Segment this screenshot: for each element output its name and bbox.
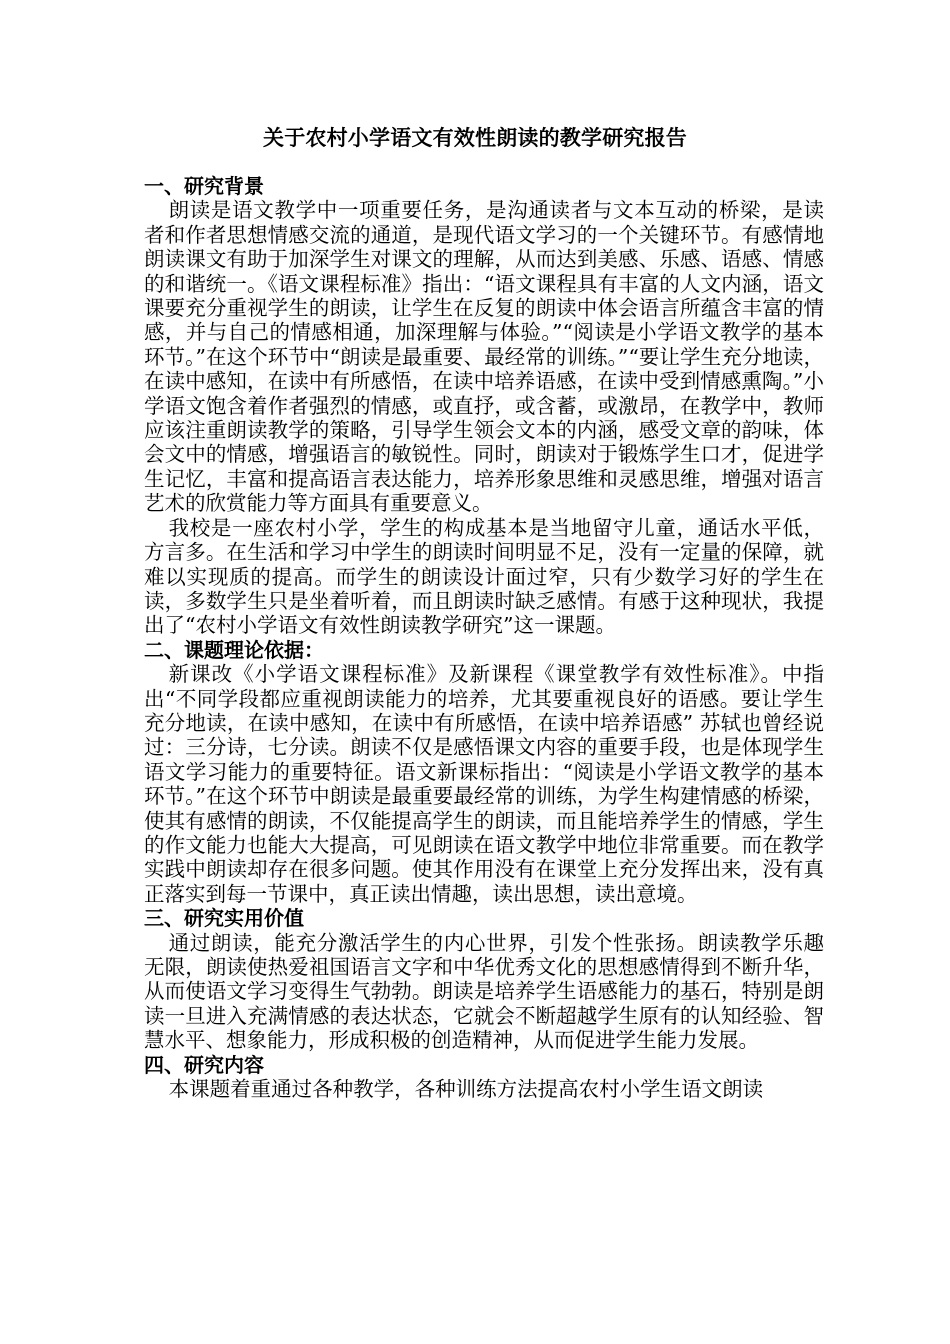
section-heading: 一、研究背景 <box>144 174 264 198</box>
section-research-content <box>144 1053 824 1102</box>
body-paragraph: 本课题着重通过各种教学，各种训练方法提高农村小学生语文朗读 <box>168 1077 764 1102</box>
body-paragraph: 我校是一座农村小学，学生的构成基本是当地留守儿童，通话水平低，方言多。在生活和学习中学生的朗读时间明显不足，没有一定量的保障，就难以实现质的提高。而学生的朗读设计面过窄，只有少数学习好的学生在读，多数学生只是坐着听着，而且朗读时缺乏感情。有感于这种现状，我提出了“农村小学语文有效性朗读教学研究”这一课题。 <box>144 515 824 638</box>
document-body <box>144 174 824 1101</box>
section-heading: 二、课题理论依据： <box>144 637 324 662</box>
body-paragraph: 新课改《小学语文课程标准》及新课程《课堂教学有效性标准》。中指出“不同学段都应重视朗读能力的培养，尤其要重视良好的语感。要让学生充分地读，在读中感知，在读中有所感悟，在读中培养语感” 苏轼也曾经说过：三分诗，七分读。朗读不仅是感悟课文内容的重要手段，也是体现学生语文学习能力的重要特征。语文新课标指出：“阅读是小学语文教学的基本环节。”在这个环节中朗读是最重要最经常的训练，为学生构建情感的桥梁，使其有感情的朗读，不仅能提高学生的朗读，而且能培养学生的情感，学生的作文能力也能大大提高，可见朗读在语文教学中地位非常重要。而在教学实践中朗读却存在很多问题。使其作用没有在课堂上充分发挥出来，没有真正落实到每一节课中，真正读出情趣，读出思想，读出意境。 <box>144 662 824 906</box>
body-paragraph: 朗读是语文教学中一项重要任务，是沟通读者与文本互动的桥梁，是读者和作者思想情感交流的通道，是现代语文学习的一个关键环节。有感情地朗读课文有助于加深学生对课文的理解，从而达到美感、乐感、语感、情感的和谐统一。《语文课程标准》指出：“语文课程具有丰富的人文内涵，语文课要充分重视学生的朗读，让学生在反复的朗读中体会语言所蕴含丰富的情感，并与自己的情感相通，加深理解与体验。”“阅读是小学语文教学的基本环节。”在这个环节中“朗读是最重要、最经常的训练。”“要让学生充分地读，在读中感知，在读中有所感悟，在读中培养语感，在读中受到情感熏陶。”小学语文饱含着作者强烈的情感，或直抒，或含蓄，或激昂，在教学中，教师应该注重朗读教学的策略，引导学生领会文本的内涵，感受文章的韵味，体会文中的情感，增强语言的敏锐性。同时，朗读对于锻炼学生口才，促进学生记忆，丰富和提高语言表达能力，培养形象思维和灵感思维，增强对语言艺术的欣赏能力等方面具有重要意义。 <box>144 198 824 516</box>
section-practical-value <box>144 906 824 1052</box>
section-theoretical-basis <box>144 638 824 906</box>
section-heading: 三、研究实用价值 <box>144 906 304 931</box>
body-paragraph: 通过朗读，能充分激活学生的内心世界，引发个性张扬。朗读教学乐趣无限，朗读使热爱祖国语言文字和中华优秀文化的思想感情得到不断升华，从而使语文学习变得生气勃勃。朗读是培养学生语感能力的基石，特别是朗读一旦进入充满情感的表达状态，它就会不断超越学生原有的认知经验、智慧水平、想象能力，形成积极的创造精神，从而促进学生能力发展。 <box>144 930 824 1053</box>
document-title: 关于农村小学语文有效性朗读的教学研究报告 <box>263 125 687 150</box>
section-heading: 四、研究内容 <box>144 1052 264 1077</box>
section-research-background <box>144 174 824 638</box>
